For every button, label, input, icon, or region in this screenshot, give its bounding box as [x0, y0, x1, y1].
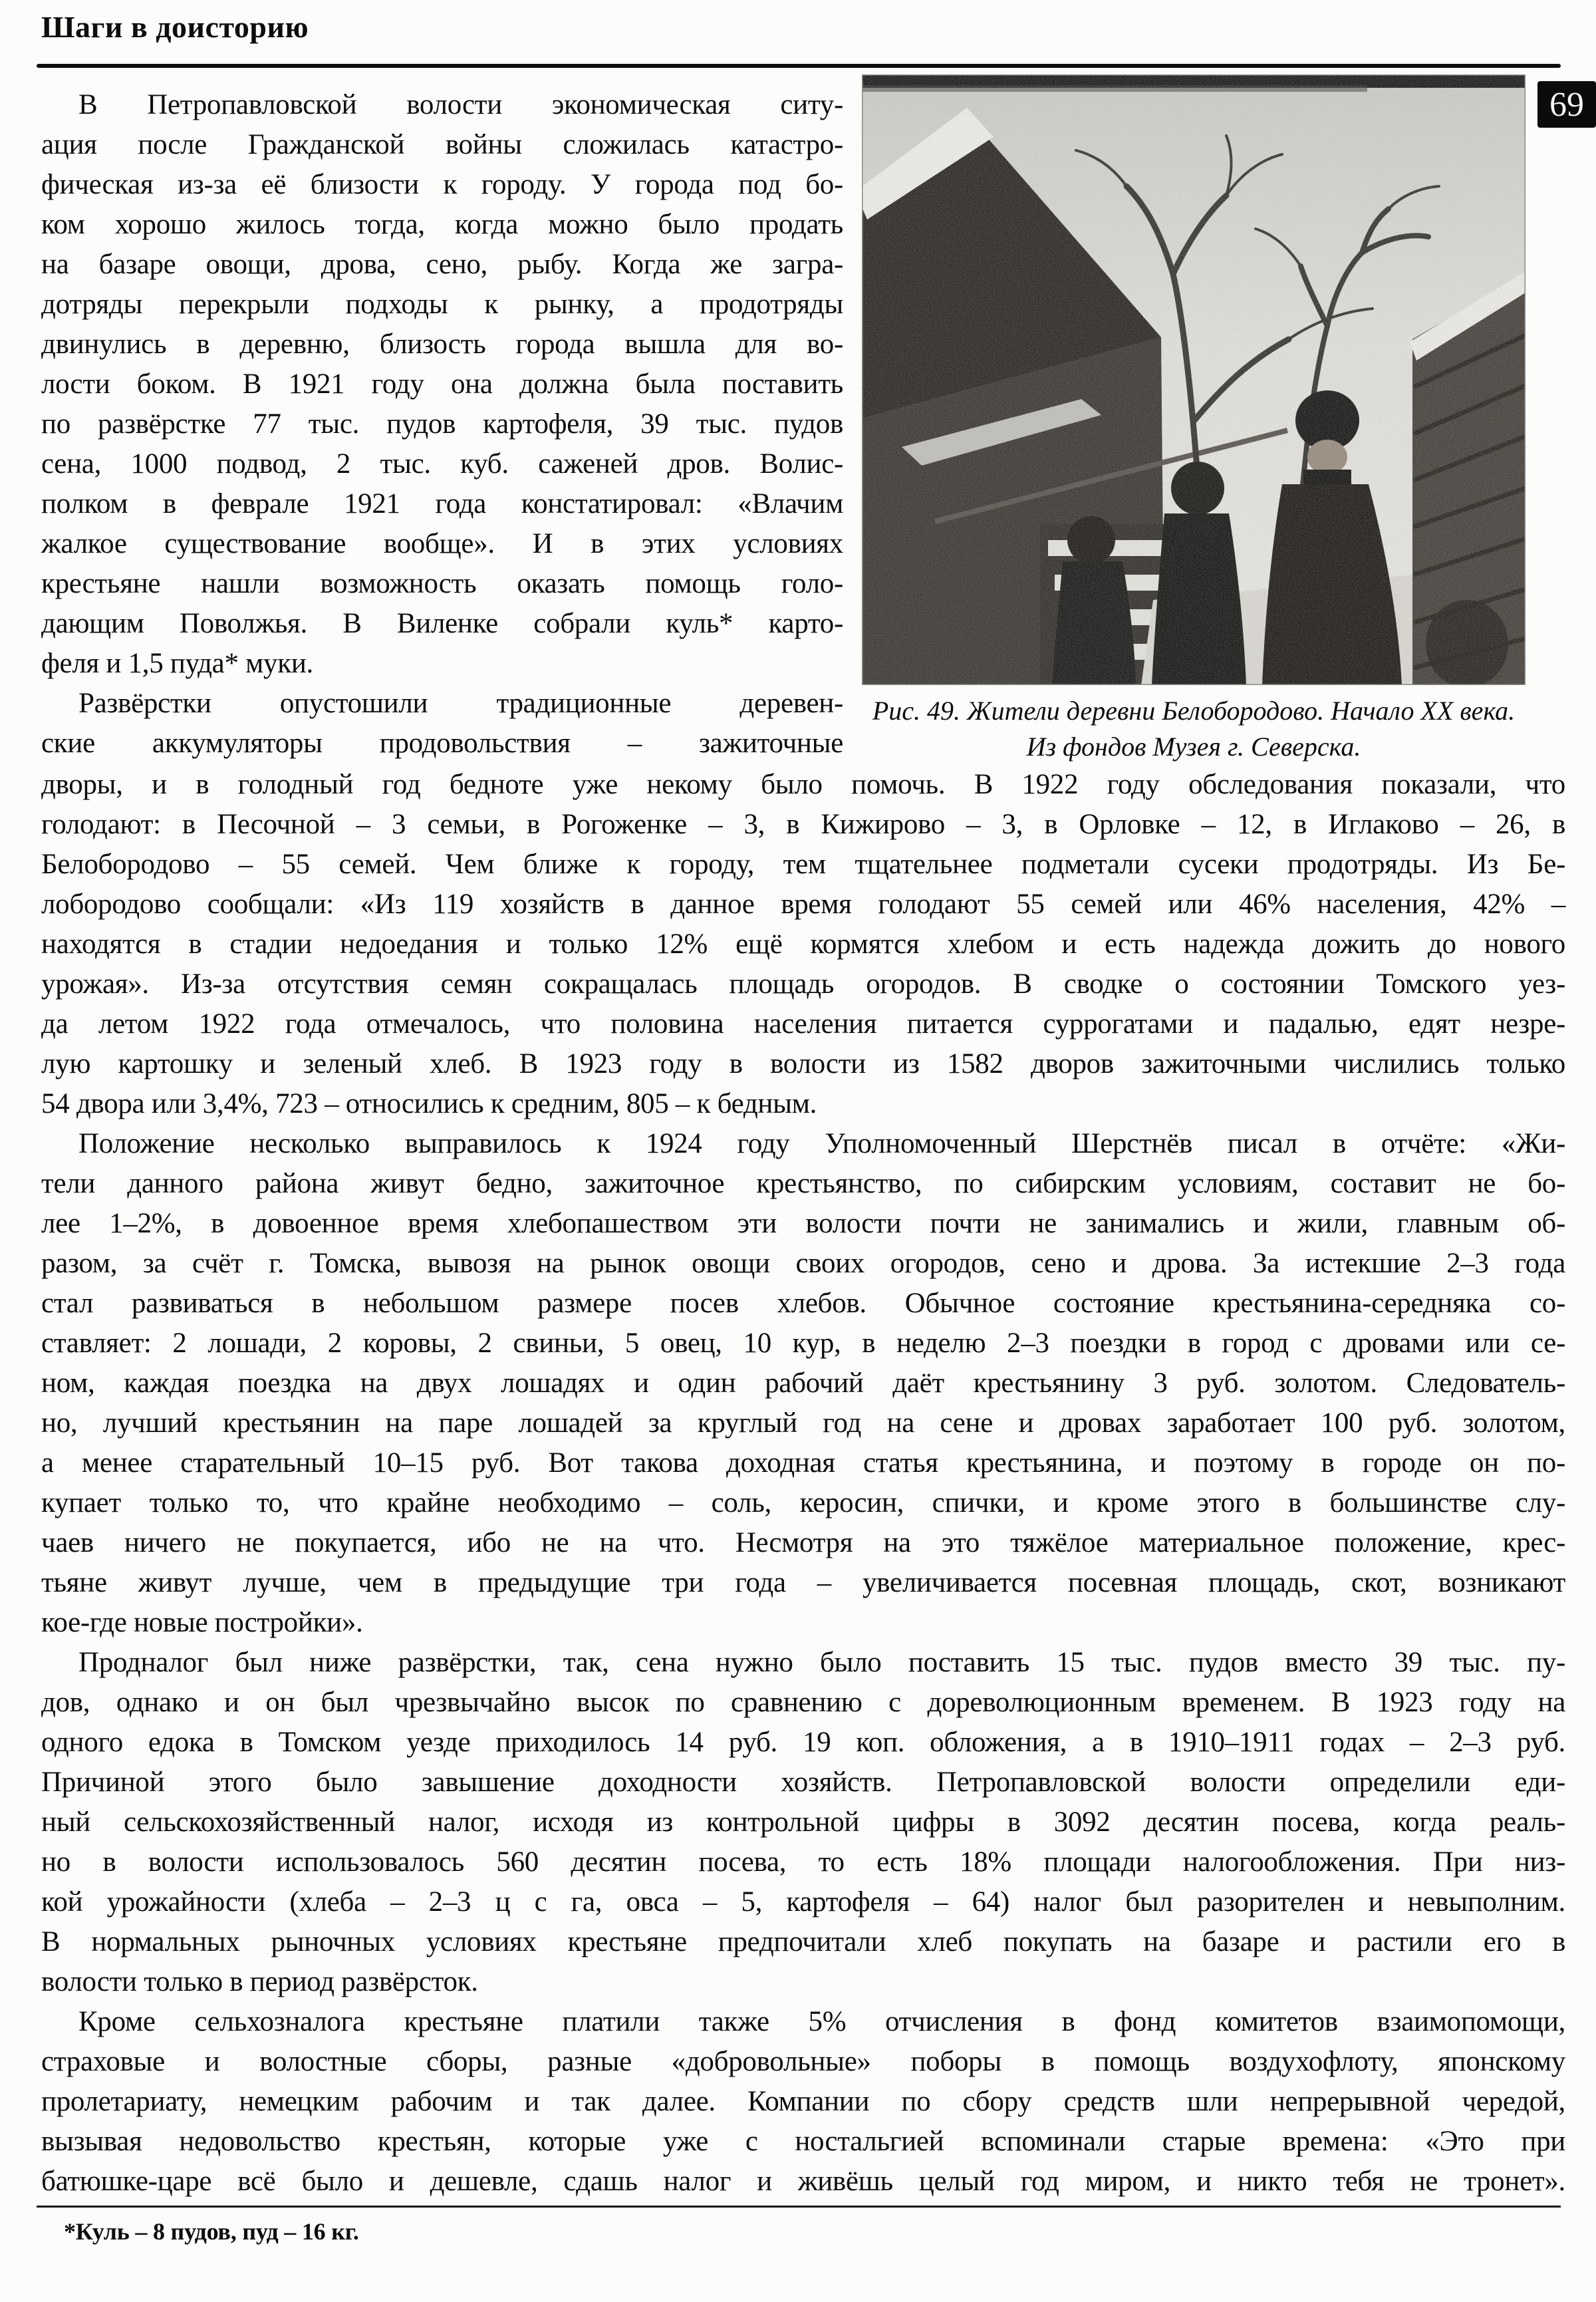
text-line: лую картошку и зеленый хлеб. В 1923 году в волости из 1582 дворов зажиточными числились только: [41, 1048, 1565, 1079]
footnote-rule: [37, 2206, 1561, 2208]
text-line: ном, каждая поездка на двух лошадях и один рабочий даёт крестьянину 3 руб. золотом. Следователь-: [41, 1367, 1565, 1399]
text-line: на базаре овощи, дрова, сено, рыбу. Когда же загра-: [41, 249, 843, 280]
text-line: по развёрстке 77 тыс. пудов картофеля, 39 тыс. пудов: [41, 408, 843, 440]
text-line: лости боком. В 1921 году она должна была поставить: [41, 368, 843, 400]
running-title: Шаги в доисторию: [41, 10, 309, 44]
text-line: жалкое существование вообще». И в этих условиях: [41, 528, 843, 559]
text-line: находятся в стадии недоедания и только 12% ещё кормятся хлебом и есть надежда дожить до нового: [41, 929, 1565, 960]
text-line: тели данного района живут бедно, зажиточное крестьянство, по сибирским условиям, составит не бо-: [41, 1168, 1565, 1199]
left-text-column: [41, 85, 843, 764]
text-line: Положение несколько выправилось к 1924 году Уполномоченный Шерстнёв писал в отчёте: «Жи-: [78, 1128, 1565, 1159]
text-line: голодают: в Песочной – 3 семьи, в Рогоженке – 3, в Кижирово – 3, в Орловке – 12, в Иглаково – 26, в: [41, 809, 1565, 840]
text-line: ный сельскохозяйственный налог, исходя из контрольной цифры в 3092 десятин посева, когда реаль-: [41, 1806, 1565, 1838]
figure-caption-line2: Из фондов Музея г. Северска.: [1026, 732, 1361, 762]
text-line: дающим Поволжья. В Виленке собрали куль* карто-: [41, 608, 843, 639]
page-number: 69: [1549, 85, 1584, 124]
text-line: двинулись в деревню, близость города вышла для во-: [41, 329, 843, 360]
text-line: дотряды перекрыли подходы к рынку, а продотряды: [41, 289, 843, 320]
footnote-text: *Куль – 8 пудов, пуд – 16 кг.: [64, 2218, 359, 2245]
page-number-badge: [1537, 81, 1596, 128]
text-line: В Петропавловской волости экономическая ситу-: [78, 89, 843, 120]
text-line: В нормальных рыночных условиях крестьяне предпочитали хлеб покупать на базаре и растили его в: [41, 1926, 1565, 1957]
text-line: кой урожайности (хлеба – 2–3 ц с га, овса – 5, картофеля – 64) налог был разорителен и невыполним.: [41, 1886, 1565, 1918]
text-line: тьяне живут лучше, чем в предыдущие три года – увеличивается посевная площадь, скот, возникают: [41, 1567, 1565, 1598]
text-line: Продналог был ниже развёрстки, так, сена нужно было поставить 15 тыс. пудов вместо 39 тыс. пу-: [78, 1647, 1565, 1678]
figure-caption: [862, 693, 1526, 765]
text-line: а менее старательный 10–15 руб. Вот такова доходная статья крестьянина, и поэтому в городе он по-: [41, 1447, 1565, 1479]
text-line: разом, за счёт г. Томска, вывозя на рынок овощи своих огородов, сено и дрова. За истекшие 2–3 года: [41, 1248, 1565, 1279]
text-line: крестьяне нашли возможность оказать помощь голо-: [41, 568, 843, 599]
text-line: пролетариату, немецким рабочим и так далее. Компании по сбору средств шли непрерывной чередой,: [41, 2086, 1565, 2117]
text-line: сена, 1000 подвод, 2 тыс. куб. саженей дров. Волис-: [41, 448, 843, 480]
text-line: но, лучший крестьянин на паре лошадей за круглый год на сене и дровах заработает 100 руб. золотом,: [41, 1407, 1565, 1439]
text-line: Кроме сельхозналога крестьяне платили также 5% отчисления в фонд комитетов взаимопомощи,: [78, 2006, 1565, 2037]
text-line: но в волости использовалось 560 десятин посева, то есть 18% площади налогообложения. При низ-: [41, 1846, 1565, 1878]
text-line: полком в феврале 1921 года констатировал: «Влачим: [41, 488, 843, 519]
village-photo-illustration: [862, 74, 1526, 685]
text-line: 54 двора или 3,4%, 723 – относились к средним, 805 – к бедным.: [41, 1088, 817, 1119]
text-line: дворы, и в голодный год бедноте уже некому было помочь. В 1922 году обследования показали, что: [41, 769, 1565, 800]
text-line: страховые и волостные сборы, разные «добровольные» поборы в помощь воздухофлоту, японскому: [41, 2046, 1565, 2077]
text-line: купает только то, что крайне необходимо – соль, керосин, спички, и кроме этого в большинстве слу-: [41, 1487, 1565, 1518]
text-line: ставляет: 2 лошади, 2 коровы, 2 свиньи, 5 овец, 10 кур, в неделю 2–3 поездки в город с дровами или се-: [41, 1328, 1565, 1359]
header-rule: [37, 64, 1561, 68]
text-line: урожая». Из-за отсутствия семян сокращалась площадь огородов. В сводке о состоянии Томского уез-: [41, 968, 1565, 1000]
text-line: стал развиваться в небольшом размере посев хлебов. Обычное состояние крестьянина-середняка со-: [41, 1288, 1565, 1319]
main-text-block: [41, 765, 1565, 2202]
text-line: ком хорошо жилось тогда, когда можно было продать: [41, 209, 843, 240]
text-line: дов, однако и он был чрезвычайно высок по сравнению с дореволюционным временем. В 1923 году на: [41, 1687, 1565, 1718]
text-line: ация после Гражданской войны сложилась катастро-: [41, 129, 843, 160]
text-line: Белобородово – 55 семей. Чем ближе к городу, тем тщательнее подметали сусеки продотряды. Из Бе-: [41, 849, 1565, 880]
text-line: Причиной этого было завышение доходности хозяйств. Петропавловской волости определили еди-: [41, 1767, 1565, 1798]
text-line: чаев ничего не покупается, ибо не на что. Несмотря на это тяжёлое материальное положение, крес-: [41, 1527, 1565, 1558]
text-line: лобородово сообщали: «Из 119 хозяйств в данное время голодают 55 семей или 46% населения, 42% –: [41, 889, 1565, 920]
text-line: лее 1–2%, в довоенное время хлебопашеством эти волости почти не занимались и жили, главным об-: [41, 1208, 1565, 1239]
text-line: одного едока в Томском уезде приходилось 14 руб. 19 коп. обложения, а в 1910–1911 годах – 2–3 руб.: [41, 1727, 1565, 1758]
village-photo: [862, 74, 1526, 685]
text-line: да летом 1922 года отмечалось, что половина населения питается суррогатами и падалью, едят незре-: [41, 1008, 1565, 1040]
text-line: Развёрстки опустошили традиционные деревен-: [78, 688, 843, 719]
text-line: ские аккумуляторы продовольствия – зажиточные: [41, 728, 843, 759]
text-line: кое-где новые постройки».: [41, 1607, 363, 1638]
text-line: батюшке-царе всё было и дешевле, сдашь налог и живёшь целый год миром, и никто тебя не тронет».: [41, 2166, 1565, 2197]
text-line: фическая из-за её близости к городу. У города под бо-: [41, 169, 843, 200]
figure-caption-line1: Рис. 49. Жители деревни Белобородово. Начало XX века.: [872, 696, 1516, 726]
text-line: феля и 1,5 пуда* муки.: [41, 648, 313, 679]
text-line: вызывая недовольство крестьян, которые уже с ностальгией вспоминали старые времена: «Это при: [41, 2126, 1565, 2157]
text-line: волости только в период развёрсток.: [41, 1966, 478, 1997]
